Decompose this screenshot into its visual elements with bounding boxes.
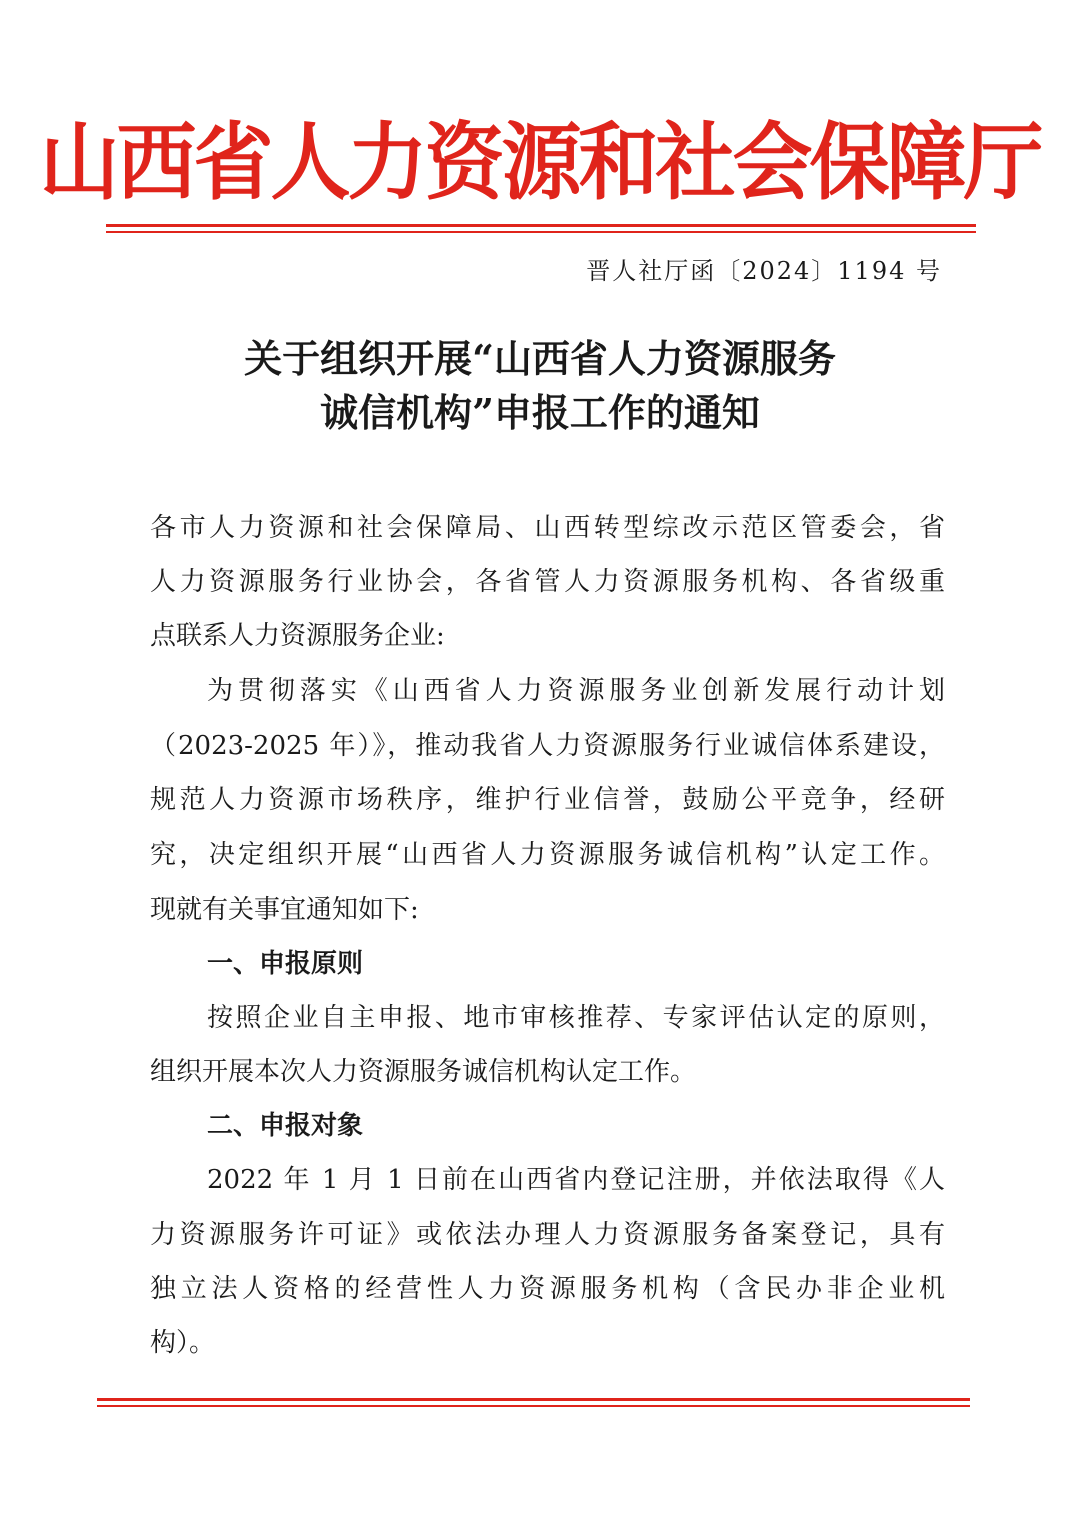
intro-line: 现就有关事宜通知如下: <box>150 895 419 925</box>
section-heading-principles: 一、申报原则 <box>207 949 364 979</box>
intro-line: （2023-2025 年）》，推动我省人力资源服务行业诚信体系建设， <box>150 731 945 761</box>
footer-divider <box>97 1398 970 1401</box>
recipients-line: 各市人力资源和社会保障局、山西转型综改示范区管委会，省 <box>150 513 945 543</box>
intro-line: 为贯彻落实《山西省人力资源服务业创新发展行动计划 <box>207 676 945 706</box>
masthead-divider-thin <box>106 231 976 233</box>
footer-divider-thin <box>97 1405 970 1407</box>
recipients-line: 人力资源服务行业协会，各省管人力资源服务机构、各省级重 <box>150 567 945 597</box>
masthead-divider <box>106 224 976 227</box>
masthead-org-name: 山西省人力资源和社会保障厅 <box>39 112 1041 212</box>
section2-line: 2022 年 1 月 1 日前在山西省内登记注册，并依法取得《人 <box>207 1165 945 1195</box>
section1-line: 组织开展本次人力资源服务诚信机构认定工作。 <box>150 1057 697 1087</box>
section-heading-applicants: 二、申报对象 <box>207 1111 364 1141</box>
section2-line: 力资源服务许可证》或依法办理人力资源服务备案登记，具有 <box>150 1220 945 1250</box>
intro-line: 规范人力资源市场秩序，维护行业信誉，鼓励公平竞争，经研 <box>150 785 945 815</box>
document-title-line-2: 诚信机构”申报工作的通知 <box>320 390 760 435</box>
intro-line: 究，决定组织开展“山西省人力资源服务诚信机构”认定工作。 <box>150 840 945 870</box>
section2-line: 独立法人资格的经营性人力资源服务机构（含民办非企业机 <box>150 1274 945 1304</box>
recipients-line: 点联系人力资源服务企业: <box>150 621 445 651</box>
document-title-line-1: 关于组织开展“山西省人力资源服务 <box>244 336 836 381</box>
section1-line: 按照企业自主申报、地市审核推荐、专家评估认定的原则， <box>207 1003 945 1033</box>
section2-line: 构）。 <box>150 1328 216 1358</box>
document-number: 晋人社厅函〔2024〕1194 号 <box>586 257 942 285</box>
